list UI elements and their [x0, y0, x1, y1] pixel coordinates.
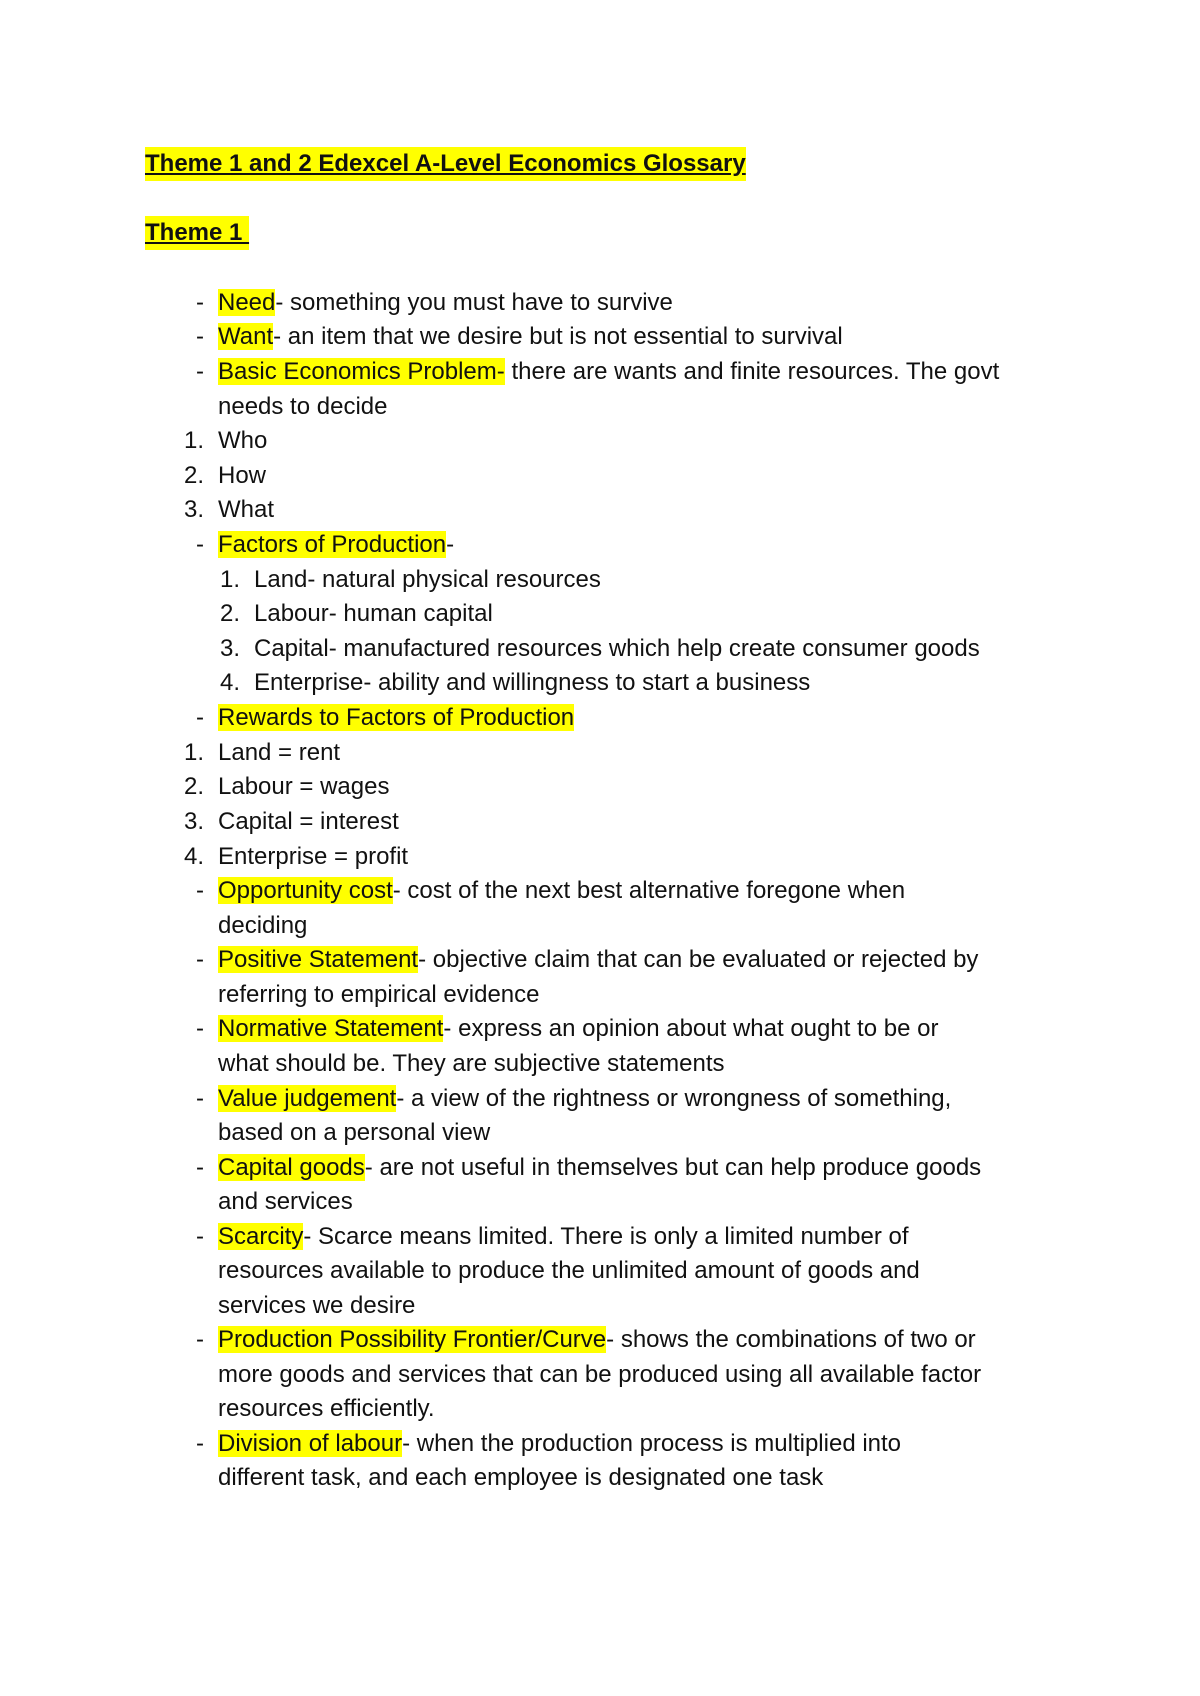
glossary-entry — [218, 1220, 909, 1254]
term-separator: - — [275, 289, 291, 316]
glossary-term: Want — [218, 323, 274, 350]
bullet-dash: - — [196, 1085, 204, 1112]
glossary-term: Capital goods — [218, 1154, 365, 1181]
list-item: Labour = wages — [218, 773, 390, 800]
glossary-entry — [218, 1323, 976, 1357]
document-title: Theme 1 and 2 Edexcel A-Level Economics Glossary — [145, 147, 746, 181]
list-number: 2. — [183, 773, 204, 800]
glossary-definition: objective claim that can be evaluated or rejected by — [432, 946, 979, 973]
glossary-definition-continued: needs to decide — [218, 393, 388, 420]
bullet-dash: - — [196, 289, 204, 316]
term-separator: - — [446, 531, 455, 558]
glossary-definition-continued: deciding — [218, 912, 308, 939]
glossary-entry — [218, 943, 978, 977]
term-separator: - — [443, 1015, 459, 1042]
bullet-dash: - — [196, 877, 204, 904]
list-number: 1. — [183, 739, 204, 766]
term-separator: - — [396, 1085, 412, 1112]
glossary-entry — [218, 1012, 938, 1046]
section-heading: Theme 1 — [145, 216, 249, 250]
list-item: Enterprise- ability and willingness to start a business — [254, 669, 811, 696]
list-item: How — [218, 462, 267, 489]
glossary-definition-continued: and services — [218, 1188, 353, 1215]
bullet-dash: - — [196, 323, 204, 350]
bullet-dash: - — [196, 531, 204, 558]
glossary-definition-continued: services we desire — [218, 1292, 416, 1319]
list-number: 3. — [219, 635, 240, 662]
list-number: 4. — [183, 843, 204, 870]
bullet-dash: - — [196, 946, 204, 973]
glossary-definition-continued: resources available to produce the unlimited amount of goods and — [218, 1257, 920, 1284]
bullet-dash: - — [196, 704, 204, 731]
bullet-dash: - — [196, 1154, 204, 1181]
glossary-definition-continued: based on a personal view — [218, 1119, 491, 1146]
list-item: Land = rent — [218, 739, 341, 766]
glossary-term: Need — [218, 289, 276, 316]
glossary-definition-continued: referring to empirical evidence — [218, 981, 540, 1008]
glossary-entry — [218, 1427, 901, 1461]
glossary-definition-continued: different task, and each employee is designated one task — [218, 1464, 824, 1491]
list-item: Capital- manufactured resources which help create consumer goods — [254, 635, 980, 662]
glossary-entry — [218, 355, 999, 389]
term-separator: - — [364, 1154, 380, 1181]
glossary-term: Positive Statement — [218, 946, 419, 973]
glossary-term: Scarcity — [218, 1223, 304, 1250]
glossary-term: Rewards to Factors of Production — [218, 704, 575, 731]
list-item: Labour- human capital — [254, 600, 493, 627]
list-item: Capital = interest — [218, 808, 399, 835]
glossary-entry — [218, 286, 673, 320]
glossary-term: Value judgement — [218, 1085, 397, 1112]
glossary-entry — [218, 874, 905, 908]
glossary-entry — [218, 1151, 981, 1185]
glossary-definition: shows the combinations of two or — [620, 1326, 976, 1353]
list-number: 1. — [183, 427, 204, 454]
glossary-term: Production Possibility Frontier/Curve — [218, 1326, 607, 1353]
list-number: 3. — [183, 808, 204, 835]
glossary-definition: express an opinion about what ought to be or — [458, 1015, 939, 1042]
glossary-definition: cost of the next best alternative foregone when — [407, 877, 906, 904]
list-item: Who — [218, 427, 268, 454]
list-number: 3. — [183, 496, 204, 523]
term-separator: - — [402, 1430, 417, 1457]
glossary-definition: an item that we desire but is not essential to survival — [287, 323, 843, 350]
list-number: 4. — [219, 669, 240, 696]
list-number: 2. — [219, 600, 240, 627]
glossary-definition-continued: what should be. They are subjective statements — [218, 1050, 725, 1077]
term-separator: - — [392, 877, 408, 904]
glossary-entry — [218, 320, 843, 354]
glossary-term: Opportunity cost — [218, 877, 393, 904]
list-item: Enterprise = profit — [218, 843, 409, 870]
glossary-definition: there are wants and finite resources. The govt — [511, 358, 1000, 385]
glossary-term: Division of labour — [218, 1430, 403, 1457]
bullet-dash: - — [196, 1326, 204, 1353]
term-separator: - — [273, 323, 288, 350]
glossary-definition: are not useful in themselves but can help produce goods — [379, 1154, 982, 1181]
glossary-entry — [218, 1082, 951, 1116]
list-item: Land- natural physical resources — [254, 566, 601, 593]
glossary-term: Factors of Production — [218, 531, 447, 558]
glossary-definition-continued: resources efficiently. — [218, 1395, 435, 1422]
glossary-definition-continued: more goods and services that can be produced using all available factor — [218, 1361, 982, 1388]
glossary-entry — [218, 528, 454, 562]
bullet-dash: - — [196, 358, 204, 385]
glossary-definition: Scarce means limited. There is only a limited number of — [318, 1223, 909, 1250]
glossary-definition: something you must have to survive — [290, 289, 673, 316]
term-separator: - — [303, 1223, 319, 1250]
glossary-term: Basic Economics Problem- — [218, 358, 505, 385]
bullet-dash: - — [196, 1015, 204, 1042]
bullet-dash: - — [196, 1223, 204, 1250]
list-number: 2. — [183, 462, 204, 489]
glossary-definition: a view of the rightness or wrongness of something, — [411, 1085, 952, 1112]
glossary-entry — [218, 701, 574, 735]
glossary-term: Normative Statement — [218, 1015, 444, 1042]
bullet-dash: - — [196, 1430, 204, 1457]
glossary-definition: when the production process is multiplied into — [416, 1430, 902, 1457]
list-item: What — [218, 496, 275, 523]
term-separator: - — [418, 946, 433, 973]
term-separator: - — [606, 1326, 621, 1353]
list-number: 1. — [219, 566, 240, 593]
